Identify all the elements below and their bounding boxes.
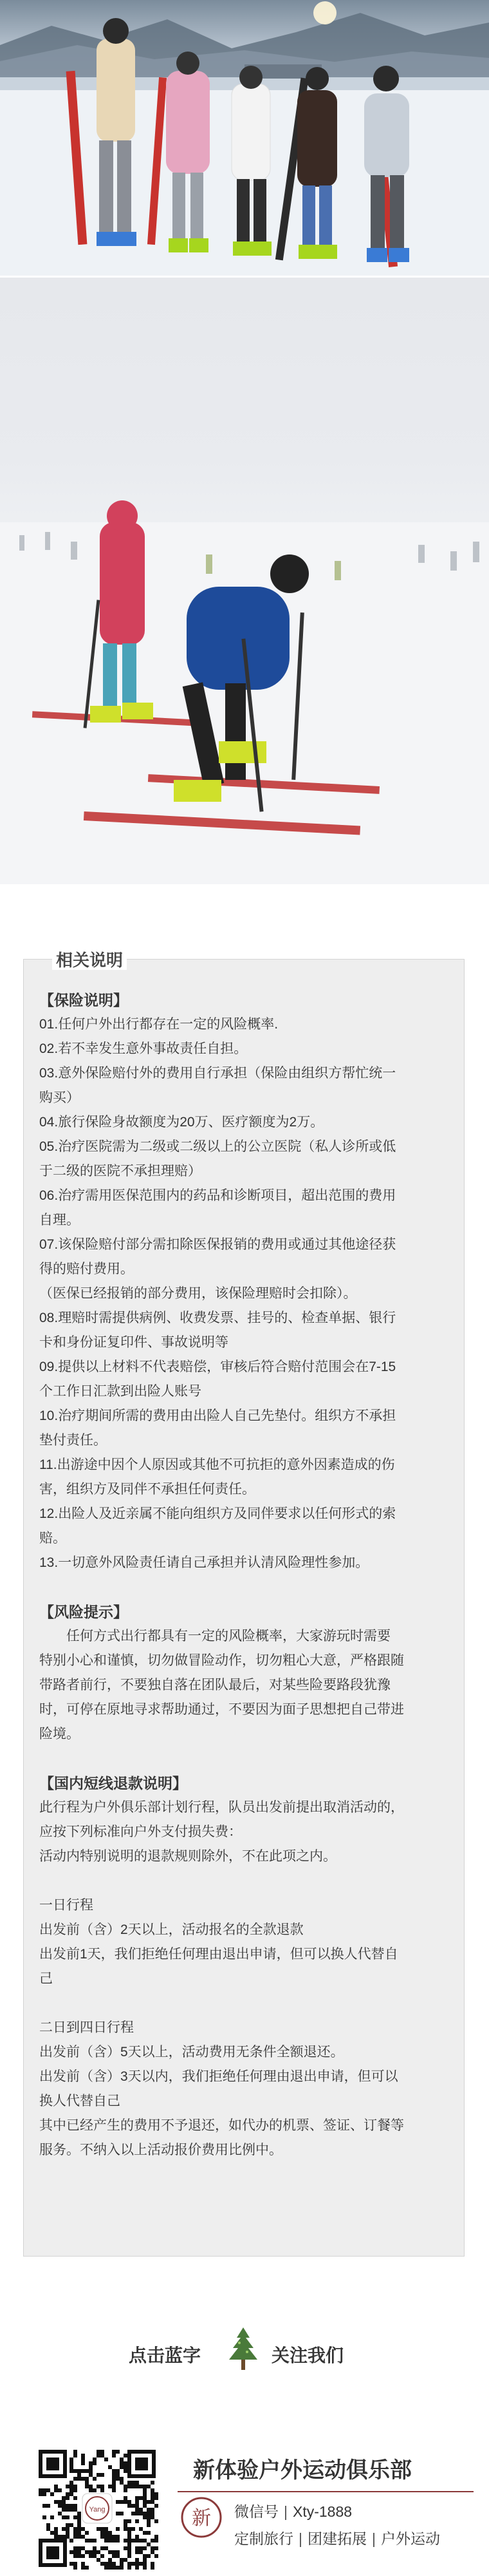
text-line: 赔。	[39, 1531, 66, 1546]
text-line: 出发前（含）2天以上，活动报名的全款退款	[39, 1922, 304, 1937]
text-line: 01.任何户外出行都存在一定的风险概率.	[39, 1017, 279, 1032]
text-line: 换人代替自己	[39, 2094, 120, 2108]
refund-intro	[39, 1795, 451, 1869]
text-line: 卡和身份证复印件、事故说明等	[39, 1335, 228, 1350]
text-line: 出发前（含）3天以内，我们拒绝任何理由退出申请，但可以	[39, 2069, 398, 2084]
notes-section	[23, 951, 465, 2257]
text-line: 个工作日汇款到出险人账号	[39, 1384, 201, 1399]
text-line: 其中已经产生的费用不予退还，如代办的机票、签证、订餐等	[39, 2118, 404, 2133]
text-line: 03.意外保险赔付外的费用自行承担（保险由组织方帮忙统一	[39, 1066, 396, 1081]
qr-code	[36, 2447, 158, 2570]
text-line: 09.提供以上材料不代表赔偿，审核后符合赔付范围会在7-15	[39, 1359, 396, 1374]
follow-left-text[interactable]: 点击蓝字	[129, 2345, 201, 2365]
ski-group-photo	[0, 0, 489, 276]
text-line: 得的赔付费用。	[39, 1262, 134, 1276]
text-line: 11.出游途中因个人原因或其他不可抗拒的意外因素造成的伤	[39, 1457, 395, 1472]
text-line: 害，组织方及同伴不承担任何责任。	[39, 1482, 255, 1497]
service-item: 定制旅行	[234, 2530, 293, 2547]
text-line: 05.治疗医院需为二级或二级以上的公立医院（私人诊所或低	[39, 1139, 396, 1154]
refund-heading: 【国内短线退款说明】	[39, 1775, 187, 1792]
text-line: 出发前1天，我们拒绝任何理由退出申请，但可以换人代替自	[39, 1947, 398, 1962]
text-line: 活动内特别说明的退款规则除外，不在此项之内。	[39, 1849, 337, 1864]
services-line: 定制旅行 | 团建拓展 | 户外运动	[234, 2530, 440, 2547]
follow-right-text[interactable]: 关注我们	[272, 2345, 344, 2365]
one-day-title: 一日行程	[39, 1898, 93, 1913]
ski-lesson-photo	[0, 278, 489, 884]
text-line: 于二级的医院不承担理赔）	[39, 1164, 201, 1179]
text-line: 10.治疗期间所需的费用由出险人自己先垫付。组织方不承担	[39, 1408, 396, 1423]
text-line: 险境。	[39, 1727, 80, 1741]
follow-us-row[interactable]	[0, 2326, 489, 2378]
text-line: 02.若不幸发生意外事故责任自担。	[39, 1041, 248, 1056]
text-line: 12.出险人及近亲属不能向组织方及同伴要求以任何形式的索	[39, 1506, 396, 1521]
risk-heading: 【风险提示】	[39, 1604, 128, 1620]
service-item: 户外运动	[380, 2530, 440, 2547]
risk-text	[39, 1624, 451, 1747]
wechat-id[interactable]: Xty-1888	[292, 2503, 353, 2520]
text-line: 出发前（含）5天以上，活动费用无条件全额退还。	[39, 2045, 344, 2060]
club-name: 新体验户外运动俱乐部	[193, 2458, 412, 2483]
text-line: 07.该保险赔付部分需扣除医保报销的费用或通过其他途径获	[39, 1237, 396, 1252]
text-line: 购买）	[39, 1090, 80, 1105]
text-line: 08.理赔时需提供病例、收费发票、挂号的、检查单据、银行	[39, 1311, 396, 1325]
multi-day-title: 二日到四日行程	[39, 2020, 134, 2035]
text-line: 带路者前行，不要独自落在团队最后，对某些险要路段犹豫	[39, 1678, 391, 1692]
text-line: 特别小心和谨慎，切勿做冒险动作，切勿粗心大意，严格跟随	[39, 1653, 404, 1668]
club-logo-text: 新	[192, 2507, 211, 2530]
service-item: 团建拓展	[307, 2530, 367, 2547]
insurance-list	[39, 1012, 451, 1575]
text-line: 应按下列标准向户外支付损失费：	[39, 1824, 242, 1839]
text-line: 06.治疗需用医保范围内的药品和诊断项目，超出范围的费用	[39, 1188, 396, 1203]
pine-tree-icon	[224, 2326, 263, 2380]
text-line: 服务。不纳入以上活动报价费用比例中。	[39, 2143, 282, 2157]
text-line: 此行程为户外俱乐部计划行程，队员出发前提出取消活动的，	[39, 1800, 404, 1815]
notes-title: 相关说明	[52, 951, 127, 970]
text-line: 己	[39, 1971, 53, 1986]
text-line: 时，可停在原地寻求帮助通过，不要因为面子思想把自己带进	[39, 1702, 404, 1717]
wechat-line: 微信号 | Xty-1888	[234, 2503, 353, 2520]
insurance-heading: 【保险说明】	[39, 992, 128, 1009]
wechat-label: 微信号	[234, 2503, 279, 2520]
divider	[178, 2491, 474, 2492]
text-line: （医保已经报销的部分费用，该保险理赔时会扣除）。	[39, 1286, 357, 1301]
text-line: 自理。	[39, 1213, 80, 1227]
multi-day-rules	[39, 2040, 451, 2163]
qr-center-logo-text: Yang	[89, 2506, 106, 2514]
club-logo	[178, 2494, 225, 2544]
text-line: 垫付责任。	[39, 1433, 107, 1448]
text-line: 04.旅行保险身故额度为20万、医疗额度为2万。	[39, 1115, 324, 1130]
one-day-rules	[39, 1918, 451, 1991]
text-line: 13.一切意外风险责任请自己承担并认清风险理性参加。	[39, 1555, 369, 1570]
text-line: 任何方式出行都具有一定的风险概率，大家游玩时需要	[66, 1629, 391, 1643]
